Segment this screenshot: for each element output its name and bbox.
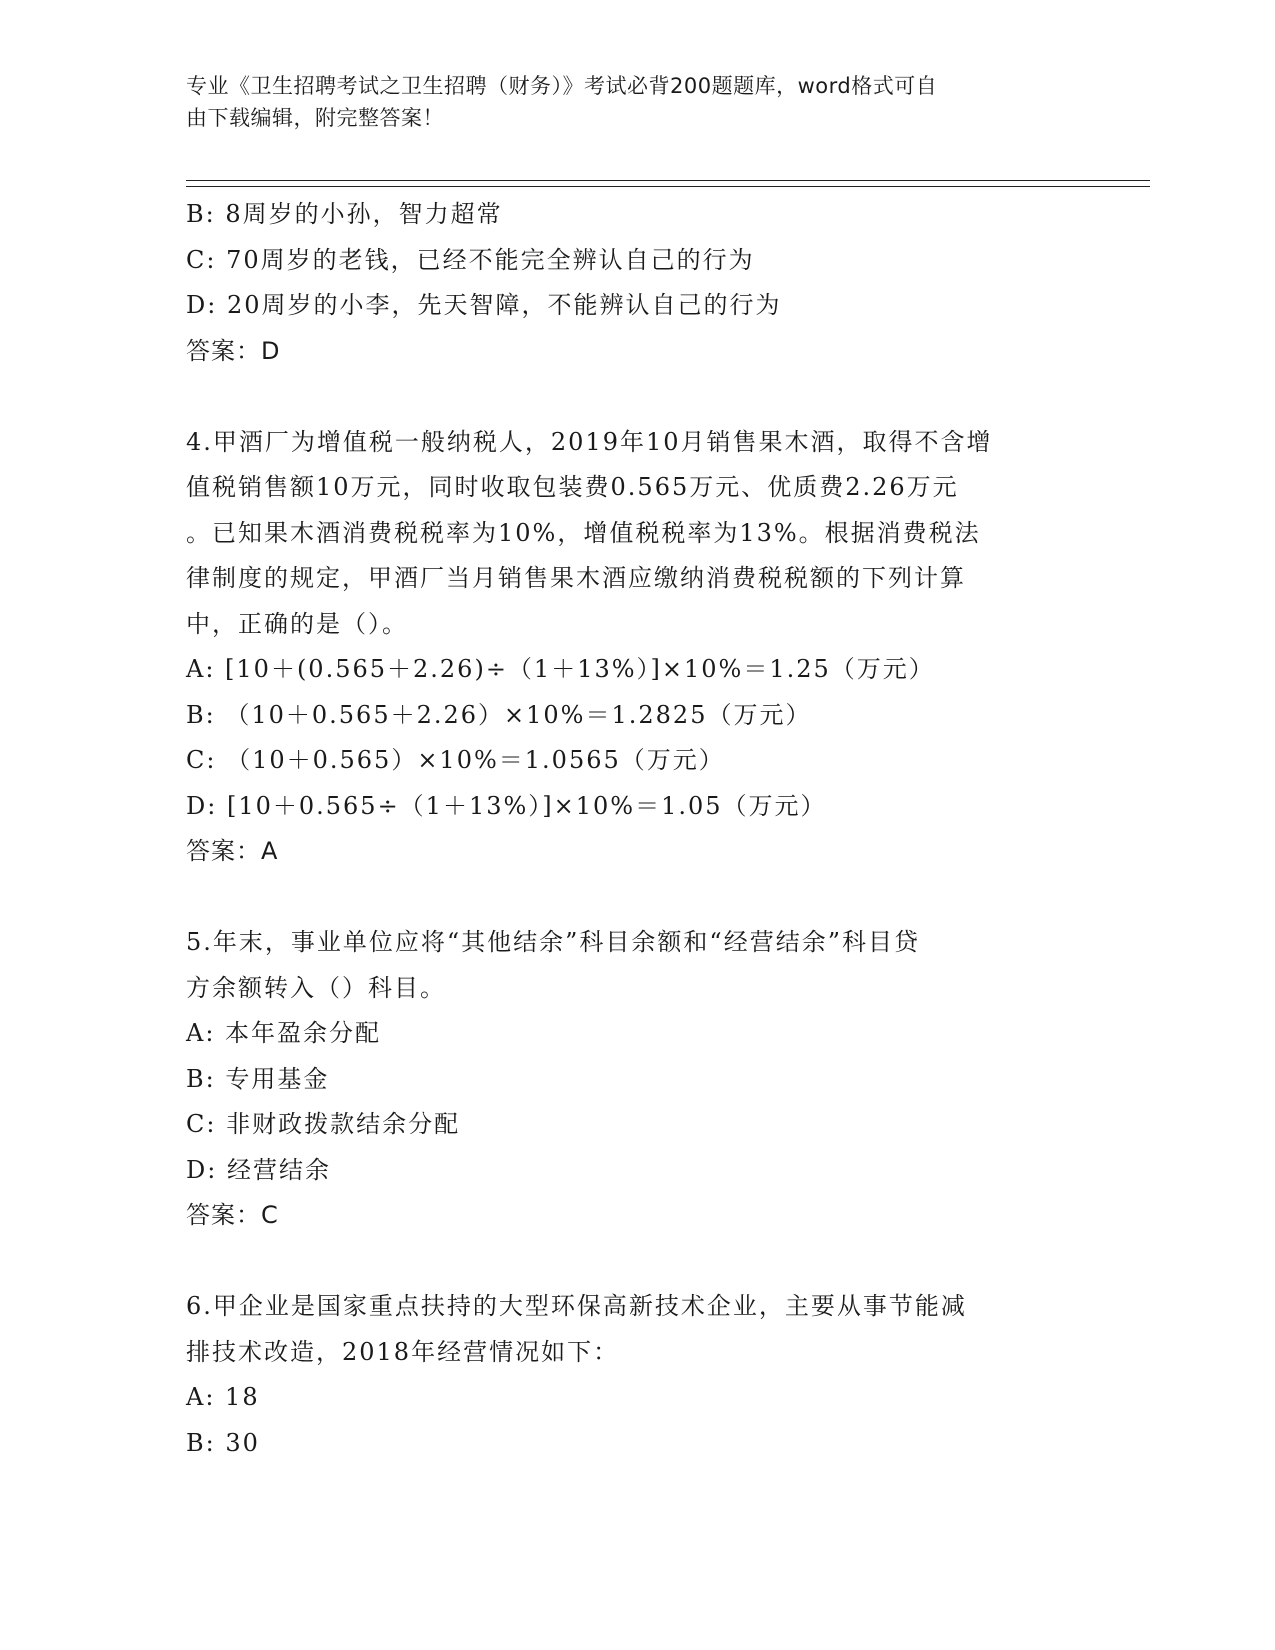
option-c: C: 70周岁的老钱，已经不能完全辨认自己的行为 xyxy=(186,245,755,274)
option-d: D: 经营结余 xyxy=(186,1155,331,1184)
option-c: C: （10＋0.565）×10%＝1.0565（万元） xyxy=(186,746,725,774)
question-stem-line: 6.甲企业是国家重点扶持的大型环保高新技术企业，主要从事节能减 xyxy=(186,1292,967,1320)
question-stem-line: 中，正确的是（）。 xyxy=(186,609,408,638)
answer: 答案：D xyxy=(186,336,281,365)
question-stem-line: 。已知果木酒消费税税率为10%，增值税税率为13%。根据消费税法 xyxy=(186,518,981,547)
question-stem-line: 方余额转入（）科目。 xyxy=(186,973,446,1002)
document-header xyxy=(186,70,1086,134)
spacer xyxy=(186,374,1086,420)
option-b: B: 30 xyxy=(186,1428,260,1457)
option-b: B: 8周岁的小孙，智力超常 xyxy=(186,200,503,228)
question-stem-line: 律制度的规定，甲酒厂当月销售果木酒应缴纳消费税税额的下列计算 xyxy=(186,564,966,592)
option-b: B: （10＋0.565＋2.26）×10%＝1.2825（万元） xyxy=(186,700,812,729)
answer: 答案：A xyxy=(186,837,279,865)
question-3 xyxy=(186,192,1086,374)
option-b: B: 专用基金 xyxy=(186,1064,330,1093)
question-6 xyxy=(186,1284,1086,1466)
question-4 xyxy=(186,420,1086,875)
option-a: A: [10＋(0.565＋2.26)÷（1＋13%）]×10%＝1.25（万元） xyxy=(186,655,935,683)
option-a: A: 18 xyxy=(186,1383,260,1411)
question-stem-line: 5.年末，事业单位应将“其他结余”科目余额和“经营结余”科目贷 xyxy=(186,928,920,956)
header-divider xyxy=(186,186,1150,187)
option-a: A: 本年盈余分配 xyxy=(186,1019,382,1047)
question-stem-line: 值税销售额10万元，同时收取包装费0.565万元、优质费2.26万元 xyxy=(186,473,959,501)
question-stem-line: 4.甲酒厂为增值税一般纳税人，2019年10月销售果木酒，取得不含增 xyxy=(186,427,993,456)
header-divider xyxy=(186,180,1150,181)
spacer xyxy=(186,1239,1086,1285)
option-d: D: 20周岁的小李，先天智障，不能辨认自己的行为 xyxy=(186,291,782,319)
header-line: 专业《卫生招聘考试之卫生招聘（财务）》考试必背200题题库，word格式可自 xyxy=(186,74,938,98)
answer: 答案：C xyxy=(186,1201,279,1229)
spacer xyxy=(186,875,1086,921)
question-5 xyxy=(186,920,1086,1239)
header-line: 由下载编辑，附完整答案！ xyxy=(186,106,444,130)
question-stem-line: 排技术改造，2018年经营情况如下： xyxy=(186,1337,620,1366)
option-d: D: [10＋0.565÷（1＋13%）]×10%＝1.05（万元） xyxy=(186,791,827,820)
option-c: C: 非财政拨款结余分配 xyxy=(186,1110,461,1138)
question-list xyxy=(186,192,1086,1466)
